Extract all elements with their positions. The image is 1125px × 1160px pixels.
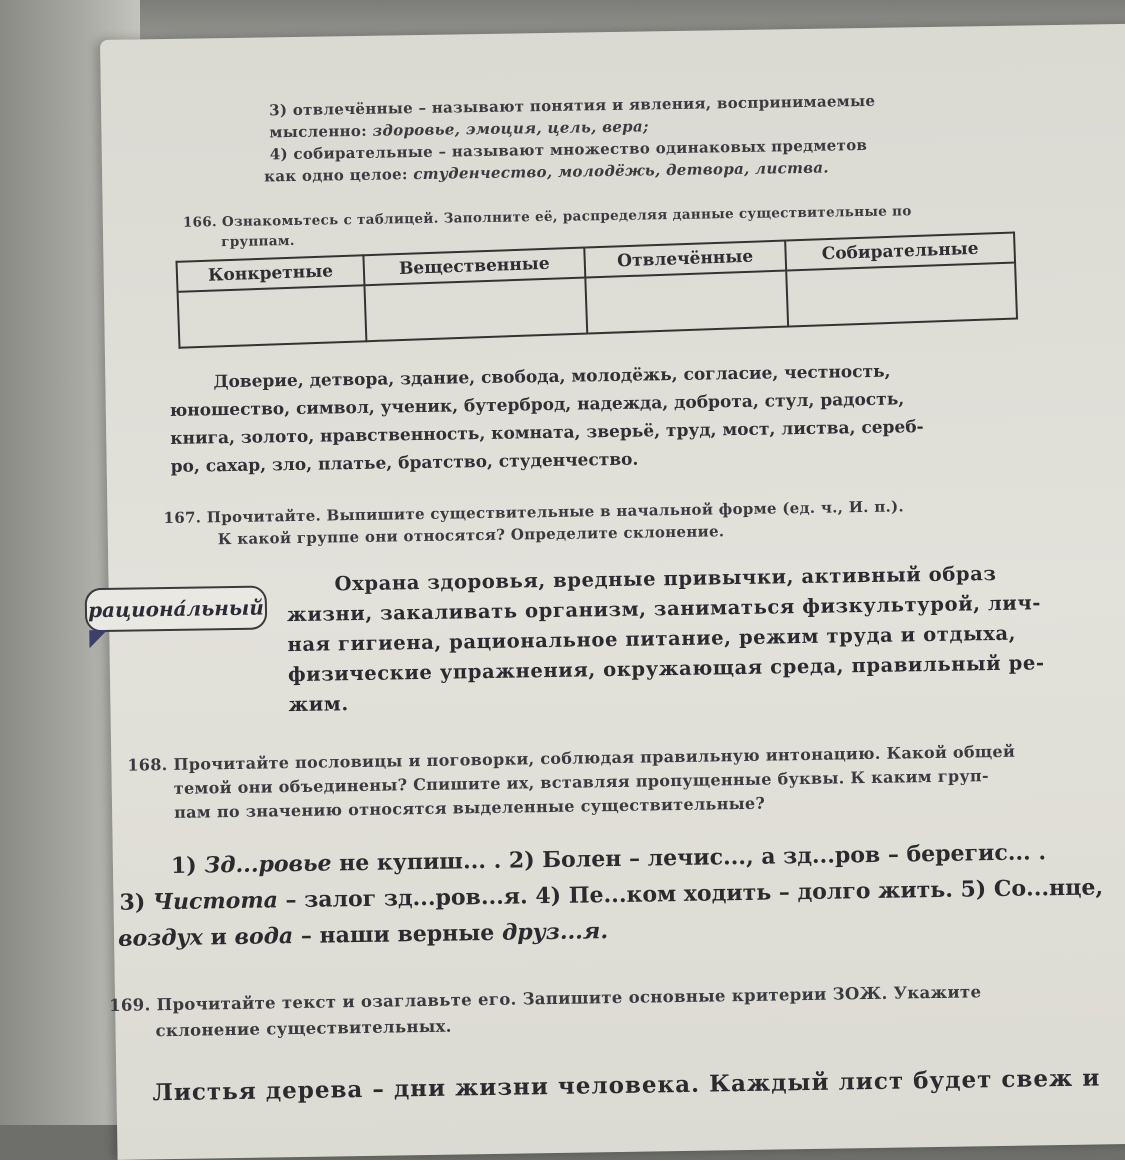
- table-cell: [786, 263, 1017, 327]
- exercise-168-number: 168.: [127, 755, 168, 775]
- exercise-166-words-line4: ро, сахар, зло, платье, братство, студенчество.: [170, 449, 639, 477]
- table-cell: [365, 278, 587, 342]
- proverbs-line2: [119, 874, 1103, 915]
- exercise-167-text-line3-body: ная гигиена, рациональное питание, режим труда и отдыха,: [287, 621, 1017, 657]
- exercise-167-text-line1-body: Охрана здоровья, вредные привычки, активный образ: [334, 561, 997, 596]
- exercise-169-text-line2: склонение существительных.: [155, 1016, 452, 1041]
- proverb-text: – наши верные: [300, 919, 495, 949]
- table-header-cell: Вещественные: [364, 248, 586, 286]
- exercise-166-instruction: [183, 203, 912, 230]
- exercise-166-number: 166.: [182, 214, 218, 231]
- exercise-167-number: 167.: [163, 508, 202, 528]
- exercise-166-words-line2: юношество, символ, ученик, бутерброд, надежда, доброта, стул, радость,: [169, 389, 905, 421]
- exercise-166-text-line1: Ознакомьтесь с таблицей. Заполните её, распределяя данные существительные по: [221, 203, 912, 231]
- exercise-166-text-line2: группам.: [221, 232, 296, 251]
- definition-4-line1: 4) собирательные – называют множество одинаковых предметов: [269, 135, 868, 164]
- exercise-169-text-body: Листья дерева – дни жизни человека. Каждый лист будет свеж и: [152, 1064, 1101, 1107]
- table-header-cell: Собирательные: [785, 233, 1015, 271]
- definition-3-line1: 3) отвлечённые – называют понятия и явления, воспринимаемые: [268, 91, 876, 120]
- proverb-highlighted-word: вода: [234, 923, 294, 950]
- exercise-167-text-line1: Прочитайте. Выпишите существительные в начальной форме (ед. ч., И. п.).: [206, 497, 905, 527]
- definition-3-examples: здоровье, эмоция, цель, вера;: [372, 117, 649, 140]
- proverb-highlighted-word: Зд...ровье: [204, 850, 332, 879]
- table-cell: [585, 271, 788, 334]
- noun-groups-table: [175, 232, 1018, 349]
- definition-3-prefix: мысленно:: [269, 121, 368, 142]
- exercise-168-text-line1: Прочитайте пословицы и поговорки, соблюдая правильную интонацию. Какой общей: [173, 741, 1016, 774]
- definition-4-prefix: как одно целое:: [264, 165, 408, 186]
- definition-4-examples: студенчество, молодёжь, детвора, листва.: [413, 158, 830, 184]
- definition-3-line2: [269, 117, 649, 141]
- exercise-167-text-line2: К какой группе они относятся? Определите склонение.: [217, 522, 725, 549]
- exercise-168-text-line3: пам по значению относятся выделенные существительные?: [173, 793, 766, 822]
- proverb-highlighted-word: воздух: [117, 924, 204, 952]
- exercise-168-text-line2: темой они объединены? Спишите их, вставляя пропущенные буквы. К каким груп-: [173, 766, 990, 798]
- proverb-text: и: [210, 924, 228, 951]
- exercise-169-number: 169.: [109, 995, 151, 1015]
- exercise-169-text-line1: Прочитайте текст и озаглавьте его. Запишите основные критерии ЗОЖ. Укажите: [156, 982, 982, 1015]
- proverbs-line1: [171, 839, 1046, 879]
- badge-tail-decoration: [89, 630, 107, 648]
- proverb-highlighted-word: друз...я.: [501, 918, 609, 946]
- proverbs-line3: [118, 918, 608, 952]
- table-header-cell: Отвлечённые: [584, 241, 786, 278]
- table-cell: [178, 285, 367, 347]
- exercise-167-text-line4-body: физические упражнения, окружающая среда, правильный ре-: [287, 651, 1045, 687]
- exercise-167-instruction: [163, 497, 904, 527]
- exercise-169-instruction: [109, 982, 981, 1015]
- exercise-166-words-line1: Доверие, детвора, здание, свобода, молодёжь, согласие, честность,: [213, 361, 891, 393]
- exercise-167-text-line2-body: жизни, закаливать организм, заниматься физкультурой, лич-: [286, 591, 1042, 627]
- definition-4-line2: [264, 159, 829, 186]
- textbook-page: [87, 23, 1125, 1160]
- proverb-number: 1): [170, 852, 197, 879]
- proverb-number: 3): [119, 889, 146, 916]
- proverb-highlighted-word: Чистота: [152, 887, 279, 916]
- exercise-166-words-line3: книга, золото, нравственность, комната, зверьё, труд, мост, листва, сереб-: [170, 417, 924, 449]
- exercise-167-text-line5-body: жим.: [288, 692, 349, 717]
- table-header-cell: Конкретные: [177, 255, 365, 292]
- vocabulary-badge: рациона́льный: [85, 585, 268, 632]
- proverb-text: не купиш... . 2) Болен – лечис..., а зд...ров – берегис... .: [338, 839, 1047, 877]
- proverb-text: – залог зд...ров...я. 4) Пе...ком ходить – долго жить. 5) Со...нце,: [285, 874, 1104, 914]
